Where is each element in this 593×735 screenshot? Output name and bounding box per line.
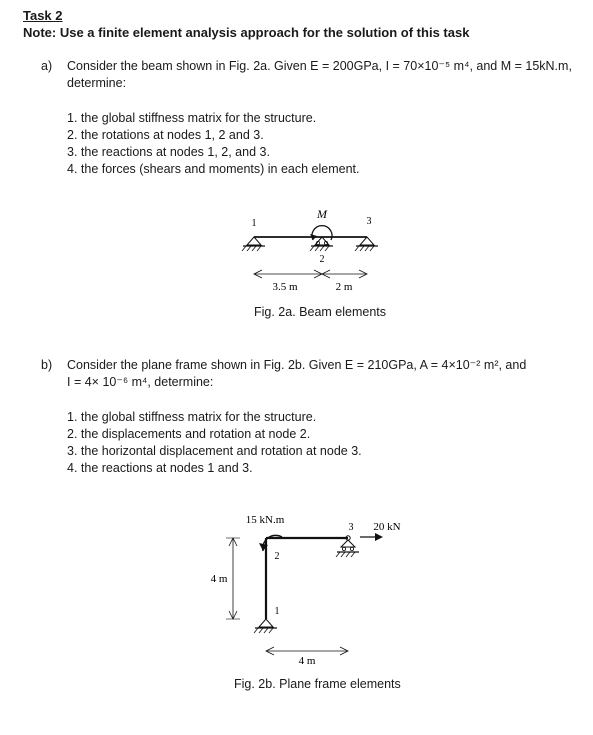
part-b-intro-line1: Consider the plane frame shown in Fig. 2b. Given E = 210GPa, A = 4×10⁻² m², and (67, 358, 527, 372)
figure-2b-frame (226, 533, 383, 655)
part-a-intro-line2: determine: (67, 76, 127, 90)
task-note: Note: Use a finite element analysis approach for the solution of this task (23, 25, 470, 40)
moment-label: 15 kN.m (245, 514, 285, 526)
list-item: 2. the displacements and rotation at node 2. (67, 427, 311, 441)
height-label: 4 m (210, 573, 228, 585)
width-label: 4 m (298, 655, 316, 667)
list-item: 1. the global stiffness matrix for the structure. (67, 410, 317, 424)
list-item: 4. the forces (shears and moments) in each element. (67, 162, 360, 176)
node-label-2: 2 (274, 551, 280, 562)
dim-label-element-2: 2 m (335, 281, 353, 293)
dimension-line (266, 647, 348, 655)
list-item: 4. the reactions at nodes 1 and 3. (67, 461, 253, 475)
moment-label: M (317, 207, 327, 221)
pin-support-node-1 (254, 619, 277, 633)
task-title: Task 2 (23, 8, 63, 23)
list-item: 3. the reactions at nodes 1, 2, and 3. (67, 145, 270, 159)
dimension-line (226, 538, 240, 619)
pin-support-node-3 (355, 237, 378, 251)
node-label-3: 3 (366, 216, 372, 227)
list-item: 3. the horizontal displacement and rotation at node 3. (67, 444, 362, 458)
figure-2b-caption: Fig. 2b. Plane frame elements (234, 677, 401, 691)
part-a-marker: a) (41, 59, 53, 73)
dim-label-element-1: 3.5 m (272, 281, 298, 293)
node-label-1: 1 (251, 218, 257, 229)
node-label-1: 1 (274, 606, 280, 617)
part-a-intro-line1: Consider the beam shown in Fig. 2a. Given E = 200GPa, I = 70×10⁻⁵ m⁴, and M = 15kN.m, (67, 59, 572, 73)
part-b-task-list (67, 409, 362, 477)
figure-2a-caption: Fig. 2a. Beam elements (254, 305, 387, 319)
list-item: 1. the global stiffness matrix for the structure. (67, 111, 317, 125)
node-label-2: 2 (319, 254, 325, 265)
part-b-intro-line2: I = 4× 10⁻⁶ m⁴, determine: (67, 375, 214, 389)
dimension-line (254, 270, 367, 278)
force-label: 20 kN (373, 521, 401, 533)
list-item: 2. the rotations at nodes 1, 2 and 3. (67, 128, 264, 142)
node-label-3: 3 (348, 522, 354, 533)
part-b-marker: b) (41, 358, 53, 372)
pin-support-node-1 (242, 237, 265, 251)
force-arrow-icon (360, 533, 383, 541)
